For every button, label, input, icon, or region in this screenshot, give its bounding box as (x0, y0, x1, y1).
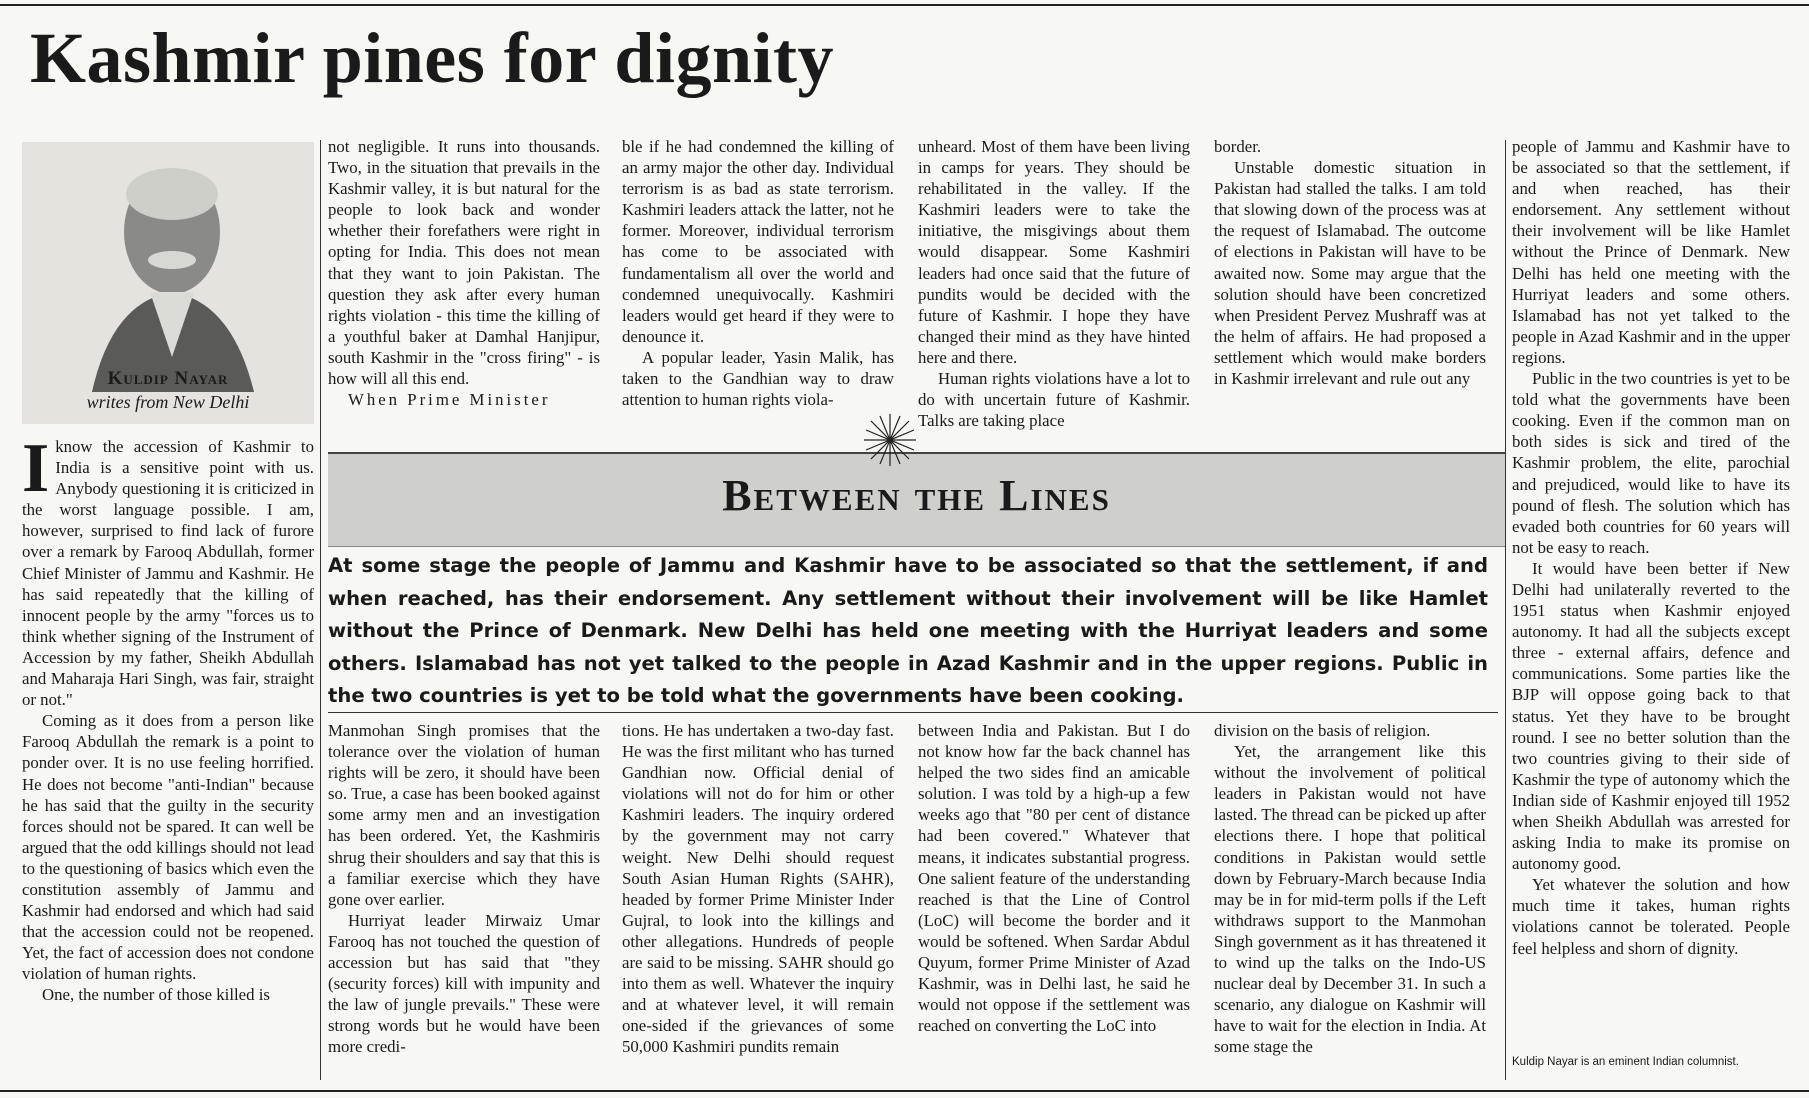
paragraph: Manmohan Singh promises that the tolerance over the violation of human rights will be zero, it should have been so. True, a case has been booked against some army men and an investigation has been ordered. Yet, the Kashmiris shrug their shoulders and say that this is a familiar exercise which they have gone over earlier. (328, 721, 600, 909)
column-4-top (918, 136, 1190, 431)
paragraph: When Prime Minister (348, 390, 551, 410)
paragraph: people of Jammu and Kashmir have to be associated so that the settlement, if and when reached, has their endorsement. Any settlement without their involvement will be like Hamlet without the Prince of Denmark. New Delhi has held one meeting with the Hurriyat leaders and some others. Islamabad has not yet talked to the people in Azad Kashmir and in the upper regions. (1512, 137, 1790, 367)
column-rule (320, 140, 321, 1080)
bottom-rule (0, 1090, 1809, 1092)
paragraph: Unstable domestic situation in Pakistan had stalled the talks. I am told that slowing down of the process was at the request of Islamabad. The outcome of elections in Pakistan will have to be awaited now. Some may argue that the solution should have been concretized when President Pervez Mushraff was at the helm of affairs. He had proposed a settlement which would make borders in Kashmir irrelevant and rule out any (1214, 158, 1486, 389)
paragraph: Public in the two countries is yet to be told what the governments have been cooking. Even if the common man on both sides is sick and tired of the Kashmir problem, the elite, parochial and prejudiced, would like to have its pound of flesh. The solution which has evaded both countries for 60 years will not be easy to reach. (1512, 369, 1790, 557)
paragraph: ble if he had condemned the killing of an army major the other day. Individual terrorism is as bad as state terrorism. Kashmiri leaders attack the latter, not he former. Moreover, individual terrorism has come to be associated with fundamentalism all over the world and condemned unequivocally. Kashmiri leaders would get heard if they were to denounce it. (622, 137, 894, 346)
pull-quote: At some stage the people of Jammu and Kashmir have to be associated so that the settlement, if and when reached, has their endorsement. Any settlement without their involvement will be like Hamlet without the Prince of Denmark. New Delhi has held one meeting with the Hurriyat leaders and some others. Islamabad has not yet talked to the people in Azad Kashmir and in the upper regions. Public in the two countries is yet to be told what the governments have been cooking. (328, 554, 1488, 707)
paragraph: One, the number of those killed is (42, 985, 270, 1005)
paragraph: not negligible. It runs into thousands. Two, in the situation that prevails in the Kashmir valley, it is but natural for the people to look back and wonder whether their forefathers were right in opting for India. This does not mean that they want to join Pakistan. The question they ask after every human rights violation - this time the killing of a youthful baker at Damhal Hanjipur, south Kashmir in the "cross firing" - is how will all this end. (328, 137, 600, 389)
column-3-bottom (622, 720, 894, 1082)
column-2-bottom (328, 720, 600, 1082)
column-4-bottom (918, 720, 1190, 1082)
paragraph: border. (1214, 137, 1262, 156)
byline-place: writes from New Delhi (86, 392, 250, 412)
column-2-top (328, 136, 600, 418)
top-rule (0, 4, 1809, 6)
paragraph: Yet whatever the solution and how much time it takes, human rights violations cannot be tolerated. People feel helpless and shorn of dignity. (1512, 875, 1790, 958)
column-6 (1512, 136, 1790, 1048)
paragraph: Coming as it does from a person like Farooq Abdullah the remark is a point to ponder over. It is no use feeling horrified. He does not become "anti-Indian" because he has said that the guilty in the security forces should not be spared. It can well be argued that the odd killings should not lead to the questioning of basics which even the constitution assembly of Jammu and Kashmir had endorsed and which had said that the accession could not be reopened. Yet, the fact of accession does not condone violation of human rights. (22, 711, 314, 984)
paragraph: Hurriyat leader Mirwaiz Umar Farooq has not touched the question of accession but has said that "they (security forces) kill with impunity and the law of jungle prevails." These were strong words but he would have been more credi- (328, 910, 600, 1057)
paragraph: unheard. Most of them have been living in camps for years. They should be rehabilitated in the valley. If the Kashmiri leaders were to take the initiative, the misgivings about them would disappear. Some Kashmiri leaders had once said that the future of pundits would be decided with the future of Kashmir. I hope they have changed their mind as they have hinted here and there. (918, 137, 1190, 367)
banner-title: Between the Lines (722, 471, 1111, 520)
byline-name: Kuldip Nayar (107, 368, 229, 389)
paragraph: Human rights violations have a lot to do with uncertain future of Kashmir. Talks are taking place (918, 369, 1190, 431)
paragraph: A popular leader, Yasin Malik, has taken to the Gandhian way to draw attention to human rights viola- (622, 347, 894, 410)
column-3-top (622, 136, 894, 418)
paragraph: It would have been better if New Delhi had unilaterally reverted to the 1951 status when Kashmir enjoyed autonomy. It had all the subjects except three - external affairs, defence and communications. Some parties like the BJP will oppose going back to that status. Yet they have to be brought round. I see no better solution than the two countries giving to their side of Kashmir the type of autonomy which the Indian side of Kashmir enjoyed till 1952 when Sheikh Abdullah was arrested for asking India to make its promise on autonomy good. (1512, 558, 1790, 874)
column-5-top (1214, 136, 1486, 418)
star-burst-icon (862, 412, 918, 468)
headline: Kashmir pines for dignity (30, 18, 834, 98)
paragraph: between India and Pakistan. But I do not know how far the back channel has helped the two sides find an amicable solution. I was told by a high-up a few weeks ago that "80 per cent of distance had been covered." Whatever that means, it indicates substantial progress. One salient feature of the understanding reached is that the Line of Control (LoC) will become the border and it would be softened. When Sardar Abdul Quyum, former Prime Minister of Azad Kashmir, was in Delhi last, he said he would not oppose if the settlement was reached on converting the LoC into (918, 721, 1190, 1036)
drop-cap: I (22, 430, 50, 507)
author-credit: Kuldip Nayar is an eminent Indian columnist. (1512, 1056, 1739, 1068)
column-1 (22, 430, 314, 1081)
paragraph: division on the basis of religion. (1214, 721, 1431, 740)
paragraph: Yet, the arrangement like this without the involvement of political leaders in Pakistan would not have lasted. The thread can be picked up after elections there. I hope that political conditions in Pakistan would settle down by February-March because India may be in for mid-term polls if the Left withdraws support to the Manmohan Singh government as it has threatened it to wind up the talks on the Indo-US nuclear deal by December 31. In such a scenario, any dialogue on Kashmir will have to wait for the election in India. At some stage the (1214, 742, 1486, 1057)
column-5-bottom (1214, 720, 1486, 1082)
paragraph: tions. He has undertaken a two-day fast. He was the first militant who has turned Gandhian now. Official denial of violations will not do for him or other Kashmiri leaders. The inquiry ordered by the government may not carry weight. New Delhi should request South Asian Human Rights (SAHR), headed by former Prime Minister Inder Gujral, to look into the killings and other allegations. Hundreds of people are said to be missing. SAHR should go into them as well. Whatever the inquiry and at whatever level, it will remain one-sided if the grievances of some 50,000 Kashmiri pundits remain (622, 721, 894, 1057)
paragraph: Iknow the accession of Kashmir to India is a sensitive point with us. Anybody questioning it is criticized in the worst language possible. I am, however, surprised to find lack of furore over a remark by Farooq Abdullah, former Chief Minister of Jammu and Kashmir. He has said repeatedly that the killing of innocent people by the army "forces us to think whether signing of the Instrument of Accession by my father, Sheikh Abdullah and Maharaja Hari Singh, was fair, straight or not." (22, 430, 314, 710)
column-rule (1505, 140, 1506, 1080)
